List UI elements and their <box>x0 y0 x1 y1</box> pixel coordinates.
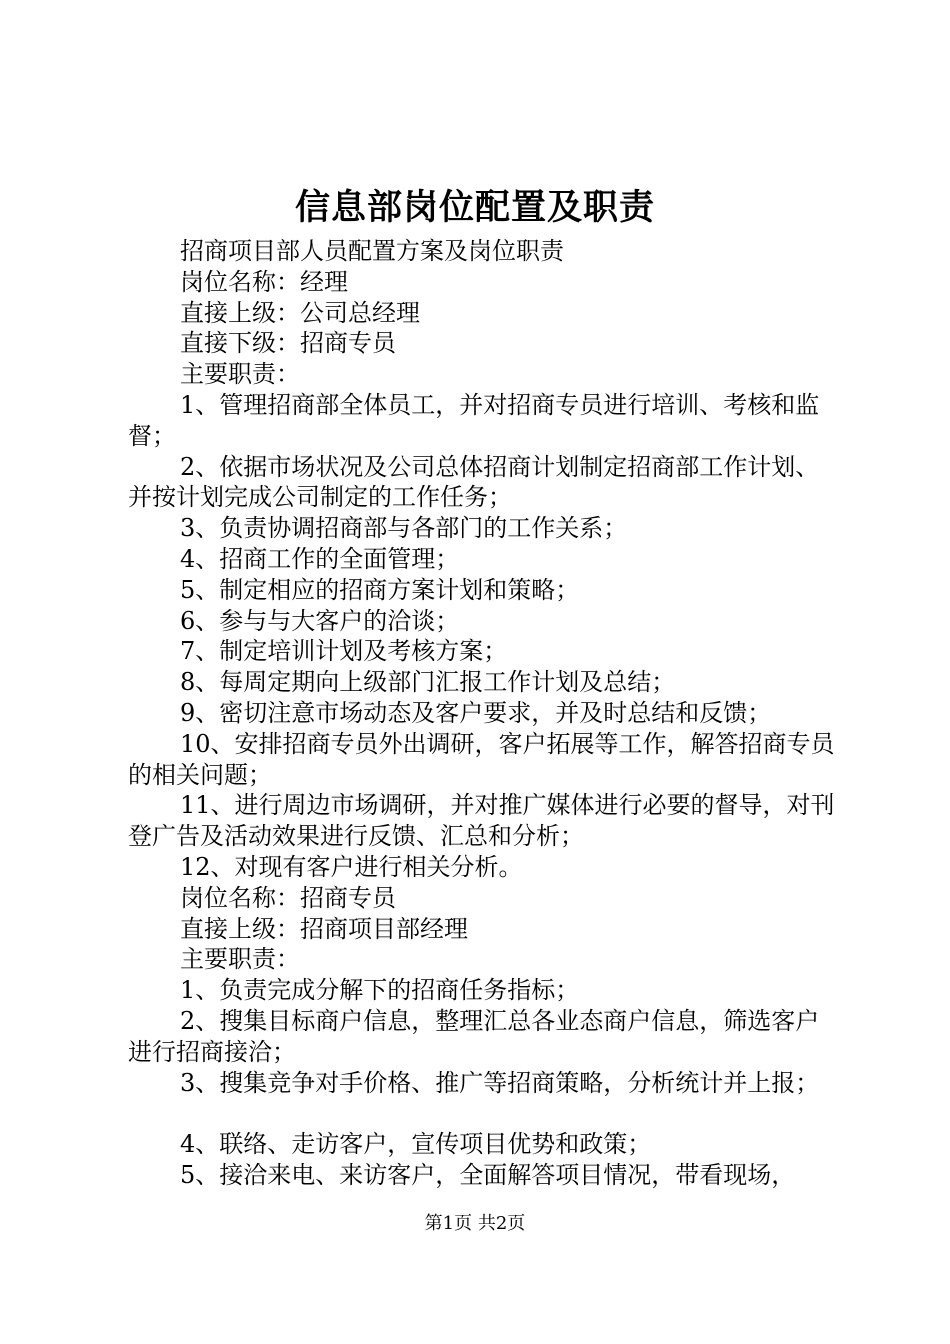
paragraph: 11、进行周边市场调研，并对推广媒体进行必要的督导，对刊登广告及活动效果进行反馈、汇总和分析； <box>128 791 835 851</box>
paragraph: 12、对现有客户进行相关分析。 <box>180 852 523 881</box>
paragraph: 9、密切注意市场动态及客户要求，并及时总结和反馈； <box>180 698 772 727</box>
paragraph: 主要职责： <box>180 945 300 974</box>
page-footer: 第1页 共2页 <box>424 1213 526 1234</box>
document-body <box>128 236 840 1191</box>
paragraph: 岗位名称：经理 <box>180 267 348 296</box>
paragraph: 2、搜集目标商户信息，整理汇总各业态商户信息，筛选客户进行招商接洽； <box>128 1006 820 1066</box>
paragraph: 3、搜集竞争对手价格、推广等招商策略，分析统计并上报； <box>180 1068 820 1097</box>
paragraph: 招商项目部人员配置方案及岗位职责 <box>180 237 564 265</box>
paragraph: 3、负责协调招商部与各部门的工作关系； <box>180 514 628 543</box>
paragraph: 2、依据市场状况及公司总体招商计划制定招商部工作计划、并按计划完成公司制定的工作任务； <box>128 452 820 512</box>
paragraph: 10、安排招商专员外出调研，客户拓展等工作，解答招商专员的相关问题； <box>128 729 835 789</box>
paragraph: 6、参与与大客户的洽谈； <box>180 606 460 635</box>
paragraph: 5、制定相应的招商方案计划和策略； <box>180 575 580 604</box>
paragraph: 8、每周定期向上级部门汇报工作计划及总结； <box>180 668 676 697</box>
paragraph: 7、制定培训计划及考核方案； <box>180 637 508 666</box>
paragraph: 1、管理招商部全体员工，并对招商专员进行培训、考核和监督； <box>128 390 820 450</box>
paragraph: 1、负责完成分解下的招商任务指标； <box>180 976 580 1005</box>
blank-paragraph <box>128 1098 840 1129</box>
paragraph: 4、联络、走访客户，宣传项目优势和政策； <box>180 1130 652 1159</box>
paragraph: 直接上级：公司总经理 <box>180 298 420 327</box>
paragraph: 5、接洽来电、来访客户，全面解答项目情况，带看现场， <box>180 1160 796 1189</box>
paragraph: 直接上级：招商项目部经理 <box>180 914 468 943</box>
paragraph: 岗位名称：招商专员 <box>180 883 396 912</box>
document-title: 信息部岗位配置及职责 <box>294 187 655 228</box>
paragraph: 直接下级：招商专员 <box>180 329 396 358</box>
paragraph: 4、招商工作的全面管理； <box>180 544 460 573</box>
paragraph: 主要职责： <box>180 360 300 389</box>
